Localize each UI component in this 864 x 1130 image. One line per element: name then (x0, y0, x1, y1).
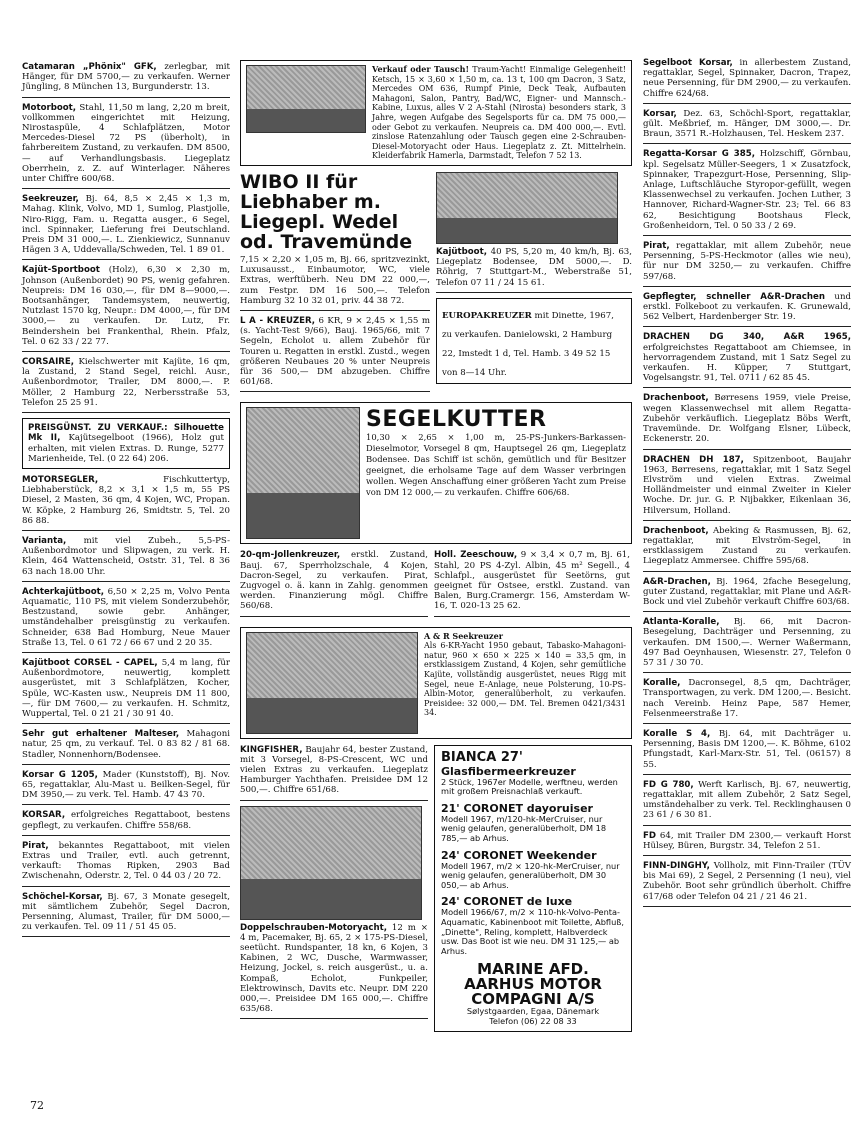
ad-body: und erstkl. Folkeboot zu verkaufen. K. Grunewald, 562 Velbert, Hardenberger Str. 19. (643, 291, 851, 323)
ad-head: DRACHEN DH 187, (643, 454, 744, 465)
ad-body: Dez. 63, Schöchl-Sport, regattaklar, gült. Meßbrief, m. Hänger, DM 3000,—. Dr. Braun, 3571 R.-Holzhausen, Tel. Heskem 237. (643, 108, 851, 140)
ad-head: Doppelschrauben-Motoryacht, (240, 922, 387, 933)
classified-ad (643, 678, 851, 724)
classified-ad (643, 455, 851, 521)
ad-body: Bj. 66, mit Dacron-Besegelung, Dachträger und Persenning, zu verkaufen. DM 1500,—. Werner Waßermann, 497 Bad Oeynhausen, Wiesenstr. 27, Telefon 0 57 31 / 30 70. (643, 617, 851, 668)
ad-body: Mahagoni natur, 25 qm, zu verkauf. Tel. 0 83 82 / 81 68. Stadler, Nonnenhorn/Bodensee. (22, 729, 230, 760)
column-left (22, 62, 230, 942)
ad-head: Segelboot Korsar, (643, 58, 733, 68)
classified-ad (22, 418, 230, 469)
ad-head: A&R-Drachen, (643, 576, 711, 587)
ad-head: A & R Seekreuzer (424, 630, 503, 641)
ad-body: mit viel Zubeh., 5,5-PS-Außenbordmotor und Slipwagen, zu verk. H. Klein, 464 Wattenscheid, Oststr. 31, Tel. 8 36 63 nach 18.00 Uhr. (22, 535, 230, 577)
ad-head: DRACHEN DG 340, A&R 1965, (643, 332, 851, 343)
column-right (643, 58, 851, 912)
ad-head: Kajütboot, (436, 246, 487, 257)
ad-head: L A - KREUZER, (240, 315, 316, 326)
ad-head: FINN-DINGHY, (643, 861, 710, 871)
ad-la-kreuzer (240, 316, 430, 392)
ad-kajuetboot (436, 247, 632, 293)
ad-marine-aarhus (434, 745, 632, 1032)
ad-body: erfolgreichstes Regattaboot am Chiemsee, in hervorragendem Zustand, mit 1 Satz Segel zu verkaufen. H. Küpper, 7 Stuttgart, Vogelsangstr. 91, Tel. 0711 / 62 85 45. (643, 342, 851, 384)
classified-ad (22, 587, 230, 653)
classified-ad (22, 658, 230, 724)
ad-body: regattaklar, mit allem Zubehör, neue Persenning, 5-PS-Heckmotor (alles wie neu), für nur DM 3250,— zu verkaufen. Chiffre 597/68. (643, 241, 851, 282)
ad-body: Mader (Kunststoff), Bj. Nov. 65, regattaklar, Alu-Mast u. Beilken-Segel, für DM 3950,— zu verk. Tel. Hamb. 47 43 70. (22, 769, 230, 801)
classified-ad (643, 831, 851, 856)
classified-ad (643, 241, 851, 287)
classified-ad (643, 577, 851, 613)
ad-ar-seekreuzer (240, 627, 632, 739)
classified-ad (643, 149, 851, 236)
classified-ad (22, 475, 230, 531)
segelkutter-title: SEGELKUTTER (366, 407, 547, 433)
ad-body: Holzschiff, Görnbau, kpl. Segelsatz Müller-Seegers, 1 × Zusatzfock, Spinnaker, Trapezgurt-Hose, Persenning, Slip-Anlage, Luftschläuche Styropor-gefüllt, wegen Klassenwechsel zu verkaufen. Jochen Luther, 3 Hannover, Richard-Wagner-Str. 23; Tel. 66 83 62, Besichtigung Bootshaus Fleck, Großenheidorn, Tel. 0 50 33 / 2 69. (643, 149, 851, 231)
wibo-title: WIBO II für Liebhaber m. Liegepl. Wedel od. Travemünde (240, 170, 413, 253)
coronet-2-title: 24' CORONET Weekender (441, 848, 597, 862)
ad-head: CORSAIRE, (22, 357, 75, 368)
ad-body: Baujahr 64, bester Zustand, mit 3 Vorsegel, 8-PS-Crescent, WC und vielen Extras zu verkaufen. Liegeplatz Hamburger Yachthafen. Preisidee DM 12 500,—. Chiffre 651/68. (240, 744, 428, 796)
ad-head: Koralle, (643, 678, 681, 689)
classified-ad (643, 861, 851, 907)
wibo-body: 7,15 × 2,20 × 1,05 m, Bj. 66, spritzvezinkt, Luxusausst., Einbaumotor, WC, viele Extras, werftüberh. Neu DM 22 000,—, zum Festpr. DM 16 500,—. Telefon Hamburg 32 10 32 01, priv. 44 38 72. (240, 255, 430, 311)
ad-head: Atlanta-Koralle, (643, 617, 720, 628)
bianca-sub: Glasfibermeerkreuzer (441, 764, 576, 778)
segelkutter-photo (246, 407, 360, 539)
ad-head: Schöchel-Korsar, (22, 891, 103, 902)
coronet-2-body: Modell 1967, m/2 × 120-hk-MerCruiser, nur wenig gelaufen, generalüberholt, DM 30 050,— ab Arhus. (441, 860, 620, 890)
ad-head: Kajüt-Sportboot (22, 265, 100, 276)
ad-body: Werft Karlisch, Bj. 67, neuwertig, regattaklar, mit allem Zubehör, 2 Satz Segel, umständehalber zu verk. Tel. Recklinghausen 0 23 61 / 6 30 81. (643, 779, 851, 821)
classified-ad (643, 780, 851, 826)
ad-kingfisher (240, 745, 428, 801)
marine-logo-line1: MARINE AFD. (477, 960, 589, 979)
bianca-title: BIANCA 27' (441, 749, 523, 765)
ad-body: Dacronsegel, 8,5 qm, Dachträger, Transportwagen, zu verk. DM 1200,—. Besicht. nach Vereinb. Heinz Pape, 587 Hemer, Felsenmeerstraße 17. (643, 678, 851, 719)
classified-ad (22, 729, 230, 765)
ad-body: Bj. 67, 3 Monate gesegelt, mit sämtlichem Zubehör, Segel Dacron, Persenning, Alumast, Trailer, für DM 5000,— zu verkaufen. Tel. 09 11 / 51 45 05. (22, 891, 230, 933)
ad-body: 12 m × 4 m, Pacemaker, Bj. 65, 2 × 175-PS-Diesel, seetücht. Rundspanter, 18 kn, 6 Kojen, 3 Kabinen, 2 WC, Dusche, Warmwasser, Heizung, Jockel, s. reich ausgerüst., u. a. Kompaß, Echolot, Funkpeiler, Elektrowinsch, Davits etc. Neupr. DM 220 000,—. Preisidee DM 165 000,—. Chiffre 635/68. (240, 922, 428, 1015)
coronet-1-title: 21' CORONET dayoruiser (441, 801, 593, 815)
ad-body: zerlegbar, mit Hänger, für DM 5700,— zu verkaufen. Werner Jüngling, 8 München 13, Burgunderstr. 13. (22, 62, 230, 93)
classified-ad (22, 770, 230, 806)
segelkutter-body: 10,30 × 2,65 × 1,00 m, 25-PS-Junkers-Barkassen-Dieselmotor, Vorsegel 8 qm, Hauptsegel 26 qm, Liegeplatz Bodensee. Das Schiff ist schön, gemütlich und für Besitzer geeignet, die erholsame Tage auf dem Wasser verbringen wollen. Wegen Anschaffung einer größeren Yacht zum Preise von DM 12 000,— zu verkaufen. Chiffre 606/68. (366, 432, 626, 498)
ad-head: Holl. Zeeschouw, (434, 550, 518, 561)
motorboat-photo (436, 172, 618, 244)
ad-head: Pirat, (22, 840, 49, 851)
classified-ad (643, 58, 851, 104)
ad-body: Fischkuttertyp, Liebhaberstück, 8,2 × 3,1 × 1,5 m, 55 PS Diesel, 2 Masten, 36 qm, 4 Kojen, WC, Propan. W. Köpke, 2 Hamburg 26, Smidtstr. 5, Tel. 20 86 88. (22, 474, 230, 526)
marine-address: Sølystgaarden, Egaa, Dänemark (466, 1006, 600, 1017)
classified-ad (22, 357, 230, 413)
ad-head: Catamaran „Phönix" GFK, (22, 62, 157, 72)
ad-body: Bj. 64, mit Dachträger u. Persenning, Basis DM 1200,—. K. Böhme, 6102 Pfungstadt, Karl-Marx-Str. 51, Tel. (06157) 8 55. (643, 728, 851, 770)
ad-head: Pirat, (643, 241, 670, 252)
ad-body: 6,50 × 2,25 m, Volvo Penta Aquamatic, 110 PS, mit vielem Sonderzubehör, Bestzustand, sowie gebr. Anhänger, umständehalber preisgünstig zu verkaufen. Schneider, 638 Bad Homburg, Neue Mauer Straße 13, Tel. 0 61 72 / 66 67 und 2 20 35. (22, 586, 230, 648)
sailboat-photo (246, 65, 366, 133)
coronet-1-body: Modell 1967, m/120-hk-MerCruiser, nur wenig gelaufen, generalüberholt, DM 18 785,— ab Arhus. (441, 813, 607, 843)
ad-head: Kajütboot CORSEL - CAPEL, (22, 657, 158, 668)
ad-body: 64, mit Trailer DM 2300,— verkauft Horst Hülsey, Büren, Burgstr. 34, Telefon 2 51. (643, 830, 851, 851)
ad-body: 40 PS, 5,20 m, 40 km/h, Bj. 63, Liegeplatz Bodensee, DM 5000,—. D. Röhrig, 7 Stuttgart-M., Weberstraße 51, Telefon 07 11 / 24 15 61. (436, 246, 632, 288)
ad-body: 9 × 3,4 × 0,7 m, Bj. 61, Stahl, 20 PS 4-Zyl. Albin, 45 m² Segell., 4 Schlafpl., ausgerüstet für Seetörns, gut geeignet für Ostsee, erstkl. Zustand. van Balen, Burg.Cramergr. 156, Amsterdam W-16, T. 020-13 25 62. (434, 550, 630, 612)
ad-body: (Holz), 6,30 × 2,30 m, Johnson (Außenbordet) 90 PS, wenig gefahren. Neupreis: DM 16 030,—, für DM 8—9000,—. Bootsanhänger, Tandemsystem, neuwertig, Nutzlast 1570 kg, Neupr.: DM 4000,—, für DM 3000,— zu verkaufen. Dr. Lutz, Fr. Beindershein bei Frankenthal, Rhein. Pfalz, Tel. 0 62 33 / 22 77. (22, 265, 230, 347)
ad-body: Abeking & Rasmussen, Bj. 62, regattaklar, mit Elvström-Segel, in erstklassigem Zustand zu verkaufen. Liegeplatz Ammersee. Chiffre 595/68. (643, 525, 851, 567)
ad-head: Achterkajütboot, (22, 586, 105, 597)
marine-phone: Telefon (06) 22 08 33 (489, 1015, 577, 1026)
ad-segelkutter (240, 402, 632, 544)
ad-head: Seekreuzer, (22, 194, 79, 205)
ad-head: Verkauf oder Tausch! (372, 64, 469, 74)
ad-head: EUROPAKREUZER (442, 310, 532, 321)
ad-head: Koralle S 4, (643, 728, 711, 739)
ad-head: Drachenboot, (643, 393, 709, 404)
coronet-3-body: Modell 1966/67, m/2 × 110-hk-Volvo-Penta-Aquamatic, Kabinenboot mit Toilette, Abfluß, „Dinette", Reling, komplett, Halbverdeck usw. Das Boot ist wie neu. DM 31 125,— ab Arhus. (441, 907, 625, 956)
ad-body: 6 KR, 9 × 2,45 × 1,55 m (s. Yacht-Test 9/66), Bauj. 1965/66, mit 7 Segeln, Echolot u. allem Zubehör für Touren u. Regatten in erstkl. Zustd., wegen größeren Neubaues 20 % unter Neupreis für 36 500,— DM abzugeben. Chiffre 601/68. (240, 315, 430, 388)
ad-body: mit Dinette, 1967, zu verkaufen. Danielowski, 2 Hamburg 22, Imstedt 1 d, Tel. Hamb. 3 49 52 15 von 8—14 Uhr. (442, 310, 614, 378)
classified-ad (643, 526, 851, 572)
ad-traum-yacht (240, 60, 632, 166)
bianca-body: 2 Stück, 1967er Modelle, werftneu, werden mit großem Preisnachlaß verkauft. (441, 776, 618, 797)
page-number: 72 (30, 1099, 44, 1112)
motoryacht-photo (240, 806, 422, 920)
classified-ad (22, 62, 230, 98)
classified-ad (643, 617, 851, 673)
marine-logo-line3: COMPAGNI A/S (471, 990, 595, 1009)
ad-head: PREISGÜNST. ZU VERKAUF.: Silhouette Mk II, (28, 423, 224, 444)
ad-zeeschouw (434, 550, 630, 616)
ad-head: Korsar, (643, 108, 677, 119)
classified-ad (643, 729, 851, 775)
classified-ad (22, 841, 230, 887)
ad-body: Kielschwerter mit Kajüte, 16 qm, la Zustand, 2 Stand Segel, reichl. Ausr., Außenbordmotor, Trailer, DM 8000,—. P. Möller, 2 Hamburg 22, Nerbersstraße 53, Telefon 25 25 91. (22, 357, 230, 408)
classified-ad (22, 892, 230, 938)
ad-jollenkreuzer (240, 550, 428, 616)
ad-body: Stahl, 11,50 m lang, 2,20 m breit, vollkommen eingerichtet mit Heizung, Nirostaspüle, 4 Schlafplätzen, Motor Mercedes-Diesel 72 PS (überholt), in fahrbereitem Zustand, zu verkaufen. DM 8500,— auf Verhandlungsbasis. Liegeplatz Oberrhein, z. Z. auf Winterlager. Näheres unter Chiffre 600/68. (22, 102, 230, 185)
ad-europakreuzer (436, 298, 632, 384)
ad-head: Drachenboot, (643, 525, 709, 536)
ad-head: FD G 780, (643, 779, 694, 790)
ad-head: Gepflegter, schneller A&R-Drachen (643, 291, 825, 302)
ad-body: bekanntes Regattaboot, mit vielen Extras und Trailer, evtl. auch getrennt, verkauft: Thomas Ripken, 2903 Bad Zwischenahn, Oderstr. 2, Tel. 0 44 03 / 20 72. (22, 840, 230, 882)
ad-body: Kajütsegelboot (1966), Holz gut erhalten, mit vielen Extras. D. Runge, 5277 Marienheide, Tel. (0 22 64) 206. (28, 433, 225, 464)
classified-ad (22, 265, 230, 352)
ad-head: Regatta-Korsar G 385, (643, 149, 755, 160)
classified-ad (643, 109, 851, 145)
column-middle (240, 60, 632, 1038)
classified-ad (643, 292, 851, 328)
ad-body: erstkl. Zustand, Bauj. 67, Sperrholzschale, 4 Kojen, Dacron-Segel, zu verkaufen. Pirat, Zugvogel o. ä. kann in Zahlg. genommen werden. Finanzierung mögl. Chiffre 560/68. (240, 550, 428, 612)
ad-head: 20-qm-Jollenkreuzer, (240, 550, 341, 561)
classified-ad (643, 393, 851, 449)
ad-head: Korsar G 1205, (22, 769, 98, 780)
ad-body: Vollholz, mit Finn-Trailer (TÜV bis Mai 69), 2 Segel, 2 Persenning (1 neu), viel Zubehör. Boot sehr gründlich überholt. Chiffre 617/68 oder Telefon 04 21 / 21 46 21. (643, 861, 851, 902)
ad-body: Børresens 1959, viele Preise, wegen Klassenwechsel mit allem Regatta-Zubehör verkäuflich. Liegeplatz Böbs Werft, Travemünde. Dr. Wolfgang Elsner, Lübeck, Eckenerstr. 20. (643, 393, 851, 445)
ad-head: KORSAR, (22, 810, 66, 821)
ad-body: in allerbestem Zustand, regattaklar, Segel, Spinnaker, Dacron, Trapez, neue Persenning, für DM 2900,— zu verkaufen. Chiffre 624/68. (643, 58, 851, 99)
classified-ad (22, 103, 230, 190)
ad-head: Motorboot, (22, 102, 77, 113)
ad-body: 5,4 m lang, für Außenbordmotore, neuwertig, komplett ausgerüstet, mit 3 Schlafplätzen, Kocher, Spüle, WC-Kasten usw., Neupreis DM 11 800,—, für DM 7600,— zu verkaufen. H. Schmitz, Wuppertal, Tel. 0 21 21 / 30 91 40. (22, 657, 230, 719)
ad-doppelschrauben (240, 923, 428, 1020)
classified-ad (643, 332, 851, 388)
classified-ad (22, 194, 230, 260)
ad-body: Spitzenboot, Baujahr 1963, Børresens, regattaklar, mit 1 Satz Segel Elvström und vielen Extras. Zweimal Holländmeister und einmal Zweiter in Kieler Woche. Dr. jur. G. P. Nijbakker, Eikenlaan 36, Hilversum, Holland. (643, 454, 851, 516)
ad-body: Traum-Yacht! Einmalige Gelegenheit! Ketsch, 15 × 3,60 × 1,50 m, ca. 13 t, 100 qm Dacron, 3 Satz, Mercedes OM 636, Rumpf Pinie, Deck Teak, Aufbauten Mahagoni, Salon, Pantry, Bad/WC, Eigner- und Mannsch.-Kabine, Luxus, alles V 2 A-Stahl (Nirosta) besonders stark, 3 Jahre, wegen Aufgabe des Segelsports für ca. DM 75 000,— oder Gebot zu verkaufen. Neupreis ca. DM 400 000,—. Evtl. zinslose Ratenzahlung oder Tausch gegen eine 2-Schrauben-Diesel-Motoryacht oder Haus. Liegeplatz z. Zt. Mittelrhein. Kleiderfabrik Hamerla, Darmstadt, Telefon 7 52 13. (372, 65, 626, 161)
ad-body: Als 6-KR-Yacht 1950 gebaut, Tabasko-Mahagoni-natur, 960 × 650 × 225 × 140 = 33,5 qm, in erstklassigem Zustand, 4 Kojen, sehr gemütliche Kajüte, vollständig ausgerüstet, neues Rigg mit Segel, neue E-Anlage, neue Polsterung, 10-PS-Albin-Motor, generalüberholt, zu verkaufen. Preisidee: 32 000,— DM. Tel. Bremen 0421/3431 34. (424, 641, 626, 718)
ad-head: FD (643, 830, 657, 841)
marine-logo-line2: AARHUS MOTOR (464, 975, 602, 994)
ad-body: Bj. 1964, 2fache Besegelung, guter Zustand, regattaklar, mit Plane und A&R-Bock und viel Zubehör verkauft Chiffre 603/68. (643, 576, 851, 607)
ad-head: Sehr gut erhaltener Malteser, (22, 729, 180, 740)
ar-yacht-photo (246, 632, 418, 734)
ad-head: Varianta, (22, 535, 67, 546)
coronet-3-title: 24' CORONET de luxe (441, 895, 573, 909)
ad-body: erfolgreiches Regattaboot, bestens gepflegt, zu verkaufen. Chiffre 558/68. (22, 810, 230, 831)
ad-head: KINGFISHER, (240, 744, 303, 755)
ad-head: MOTORSEGLER, (22, 474, 99, 485)
classified-ad (22, 536, 230, 582)
ad-body: Bj. 64, 8,5 × 2,45 × 1,3 m, Mahag. Klink, Volvo, MD 1, Sumlog, Plastjolle, Niro-Rigg, Fam. u. Regatta ausger., 6 Segel, incl. Spinnaker, Lieferung frei Deutschland. Preis DM 31 000,—. L. Zienkiewicz, Sunnanuv Hägen 3 A, Uddevalla/Schweden, Tel. 1 89 01. (22, 194, 230, 256)
classified-ad (22, 810, 230, 835)
